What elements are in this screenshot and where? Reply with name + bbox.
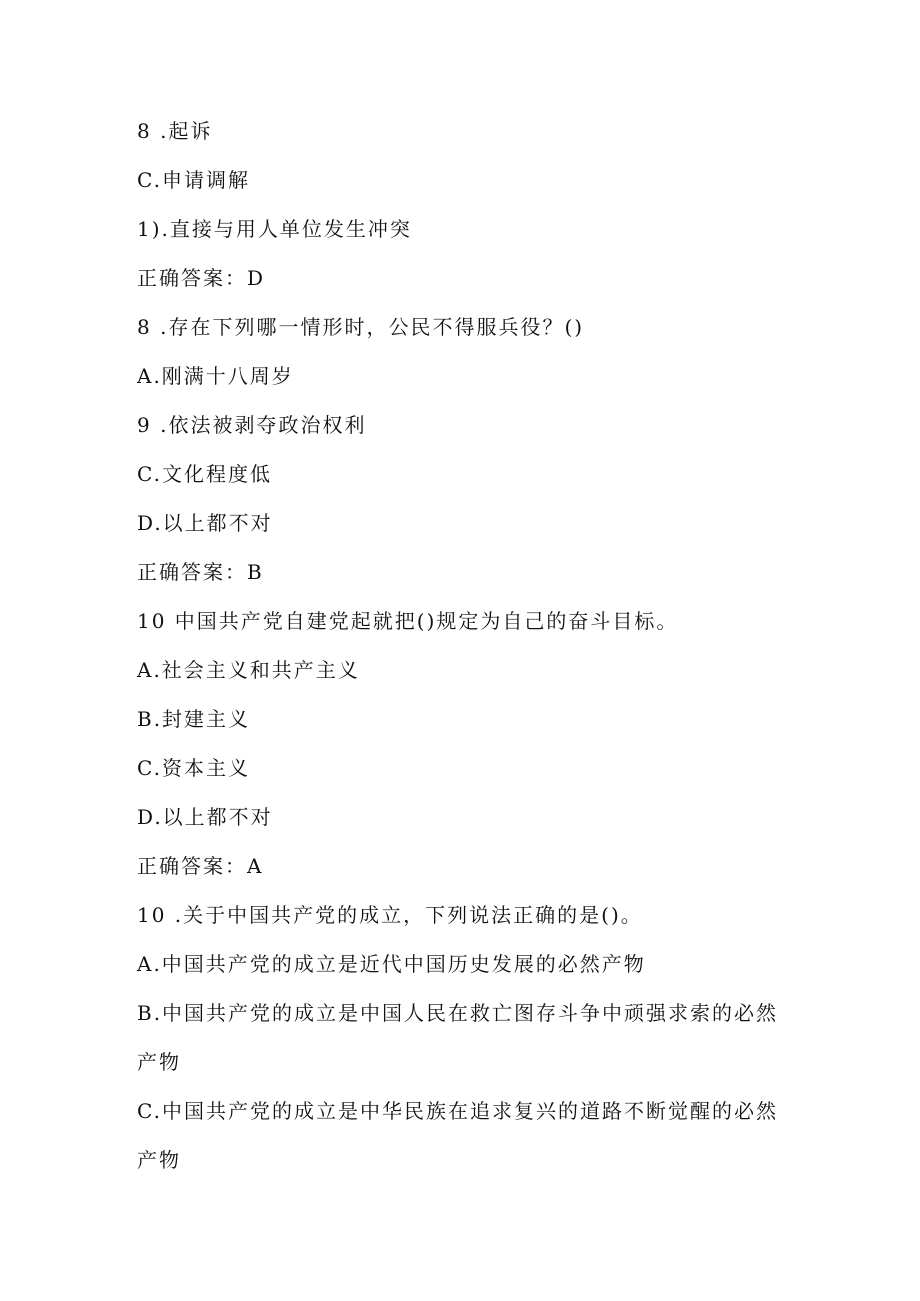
q8-option-d: D.以上都不对 [137,511,273,535]
answer-10a: 正确答案：A [137,854,264,878]
question-8: 8 .存在下列哪一情形时，公民不得服兵役？() [137,315,585,339]
option-d-conflict: 1).直接与用人单位发生冲突 [137,217,412,241]
q10b-option-a: A.中国共产党的成立是近代中国历史发展的必然产物 [137,952,646,976]
q10a-option-c: C.资本主义 [137,756,250,780]
q8-option-a: A.刚满十八周岁 [137,364,294,388]
q10a-option-a: A.社会主义和共产主义 [137,658,360,682]
q10b-option-c-cont: 产物 [137,1148,181,1172]
q10b-option-b-cont: 产物 [137,1050,181,1074]
q10b-option-b: B.中国共产党的成立是中国人民在救亡图存斗争中顽强求索的必然 [137,1001,779,1025]
option-c-mediation: C.申请调解 [137,168,250,192]
question-10a: 10 中国共产党自建党起就把()规定为自己的奋斗目标。 [137,609,679,633]
q10a-option-d: D.以上都不对 [137,805,273,829]
answer-7: 正确答案：D [137,266,266,290]
question-10b: 10 .关于中国共产党的成立，下列说法正确的是()。 [137,903,643,927]
q8-option-b: 9 .依法被剥夺政治权利 [137,413,367,437]
option-b-sue: 8 .起诉 [137,119,213,143]
q10a-option-b: B.封建主义 [137,707,251,731]
q8-option-c: C.文化程度低 [137,462,272,486]
answer-8: 正确答案：B [137,560,264,584]
q10b-option-c: C.中国共产党的成立是中华民族在追求复兴的道路不断觉醒的必然 [137,1099,778,1123]
